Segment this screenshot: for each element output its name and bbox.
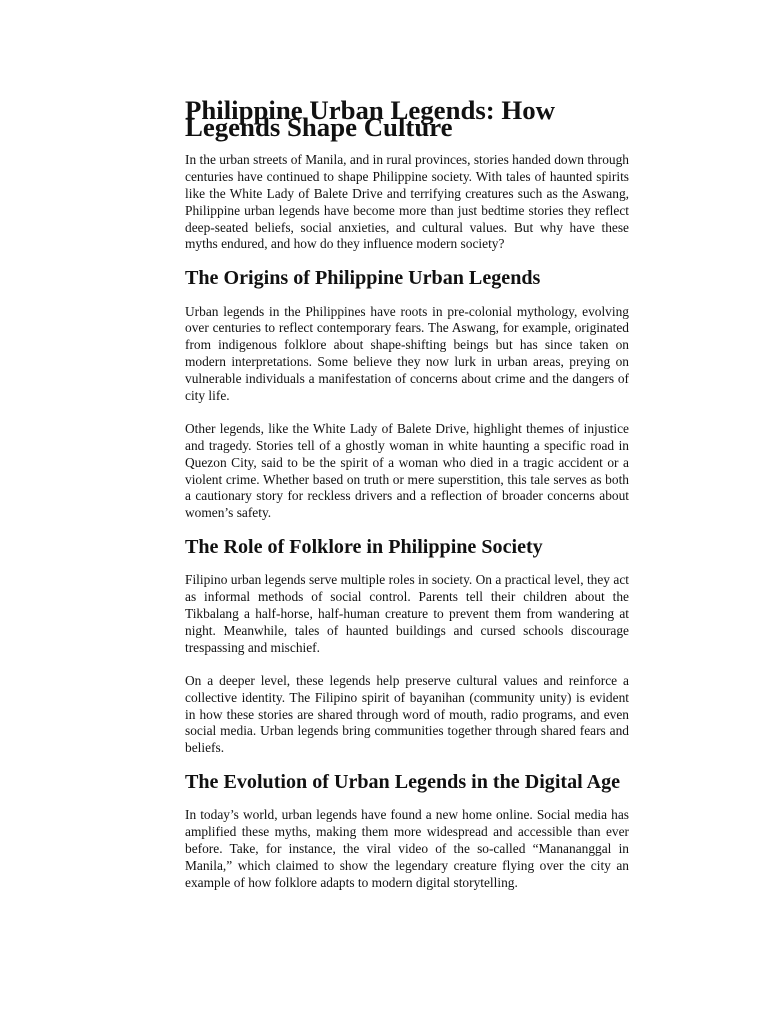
folklore-paragraph-2: On a deeper level, these legends help preserve cultural values and reinforce a collective identity. The Filipino spirit of bayanihan (community unity) is evident in how these stories are shared through word of mouth, radio programs, and even social media. Urban legends bring communities together through shared fears and beliefs.: [185, 673, 629, 756]
origins-paragraph-1: Urban legends in the Philippines have roots in pre-colonial mythology, evolving over centuries to reflect contemporary fears. The Aswang, for example, originated from indigenous folklore about shape-shifting beings but has since taken on modern interpretations. Some believe they now lurk in urban areas, preying on vulnerable individuals a manifestation of concerns about crime and the dangers of city life.: [185, 303, 629, 403]
intro-paragraph: In the urban streets of Manila, and in rural provinces, stories handed down through centuries have continued to shape Philippine society. With tales of haunted spirits like the White Lady of Balete Drive and terrifying creatures such as the Aswang, Philippine urban legends have become more than just bedtime stories they reflect deep-seated beliefs, social anxieties, and cultural values. But why have these myths endured, and how do they influence modern society?: [185, 152, 629, 252]
section-heading-digital-age: The Evolution of Urban Legends in the Digital Age: [185, 770, 621, 793]
section-heading-origins: The Origins of Philippine Urban Legends: [185, 266, 541, 289]
folklore-paragraph-1: Filipino urban legends serve multiple roles in society. On a practical level, they act as informal methods of social control. Parents tell their children about the Tikbalang a half-horse, half-human creature to prevent them from wandering at night. Meanwhile, tales of haunted buildings and cursed schools discourage trespassing and mischief.: [185, 572, 629, 655]
digital-age-paragraph-1: In today’s world, urban legends have found a new home online. Social media has amplified these myths, making them more widespread and accessible than ever before. Take, for instance, the viral video of the so-called “Manananggal in Manila,” which claimed to show the legendary creature flying over the city an example of how folklore adapts to modern digital storytelling.: [185, 807, 629, 890]
section-heading-role-of-folklore: The Role of Folklore in Philippine Society: [185, 535, 543, 558]
document-title: Philippine Urban Legends: How Legends Shape Culture: [185, 95, 556, 142]
document-page: [185, 95, 629, 908]
origins-paragraph-2: Other legends, like the White Lady of Balete Drive, highlight themes of injustice and tragedy. Stories tell of a ghostly woman in white haunting a specific road in Quezon City, said to be the spirit of a woman who died in a tragic accident or a violent crime. Whether based on truth or mere superstition, this tale serves as both a cautionary story for reckless drivers and a reflection of broader concerns about women’s safety.: [185, 421, 629, 521]
